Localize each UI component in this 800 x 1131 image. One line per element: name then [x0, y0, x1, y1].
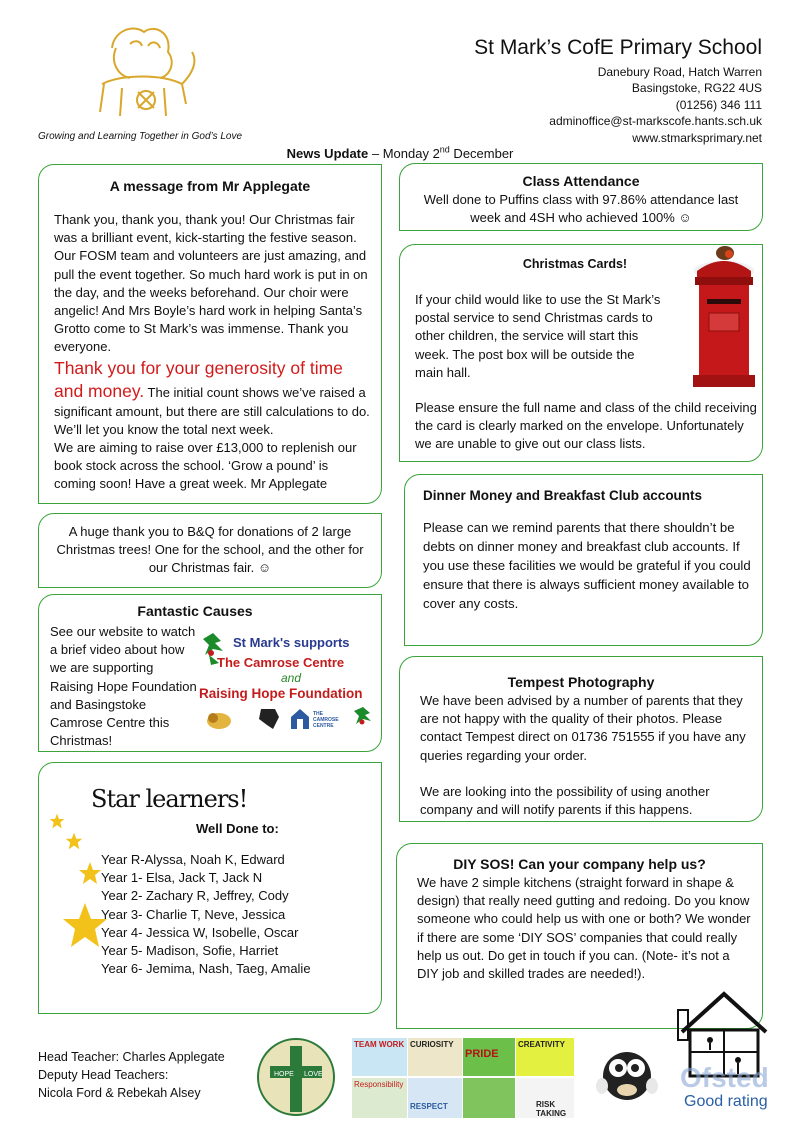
holly-small-icon — [353, 705, 373, 731]
applegate-title: A message from Mr Applegate — [109, 178, 311, 194]
badge-hope: HOPE — [274, 1071, 294, 1078]
dinner-title: Dinner Money and Breakfast Club accounts — [423, 488, 703, 503]
deputy-label: Deputy Head Teachers: — [38, 1068, 169, 1082]
ofsted-text: Ofsted — [680, 1062, 769, 1093]
value-image — [463, 1078, 515, 1118]
tempest-para1: We have been advised by a number of parents that they are not happy with the quality of their photos. Please contact Tempest direct on 01736 751555 if you have any queries regarding your order. — [420, 693, 746, 763]
dinner-text: Please can we remind parents that there shouldn’t be debts on dinner money and breakfast club accounts. If you use these facilities we would be grateful if you could ensure that there is always sufficient money available to cover any costs. — [423, 520, 751, 611]
value-pride: PRIDE — [463, 1038, 515, 1076]
bq-thanks-box — [38, 513, 382, 588]
value-curiosity: CURIOSITY — [408, 1038, 462, 1076]
website-link[interactable]: www.stmarksprimary.net — [632, 130, 762, 145]
ofsted-rating: Good rating — [684, 1093, 768, 1110]
cards-title: Christmas Cards! — [522, 257, 628, 271]
star-learner-item: Year 3- Charlie T, Neve, Jessica — [101, 906, 286, 922]
star-learner-item: Year R-Alyssa, Noah K, Edward — [101, 852, 285, 867]
logo-line2: The Camrose Centre — [217, 655, 345, 670]
star-icon — [78, 861, 102, 890]
star-learners-subheading: Well Done to: — [196, 821, 279, 836]
star-icon — [49, 813, 65, 834]
applegate-message-box — [38, 164, 382, 504]
tempest-box — [399, 656, 763, 822]
value-teamwork: TEAM WORK — [352, 1038, 407, 1076]
applegate-highlight: Thank you for your generosity of time and money. — [54, 357, 343, 401]
applegate-para3: We are aiming to raise over £13,000 to replenish our book stock across the school. ‘Grow a pound’ is coming soon! Have a great week. Mr Applegate — [54, 440, 357, 492]
address-line2: Basingstoke, RG22 4US — [631, 81, 762, 96]
applegate-para1: Thank you, thank you, thank you! Our Christmas fair was a brilliant event, kick-starting the festive season. Our FOSM team and volunteers are just amazing, and pull the event together. So much hard work is put in on the day, and the weeks beforehand. Our choir were angelic! And Mrs Boyle’s hard work in helping Santa’s Grotto come to St Mark’s was immense. Thank you everyone. — [54, 212, 368, 355]
diy-text: We have 2 simple kitchens (straight forward in shape & design) that really need gutting and redoing. Do you know someone who could help us with one or both? We wonder if there are some ‘DIY SOS’ companies that could really help us out. Do get in touch if you can. (Note- it’s not a DIY job and skilled trades are needed!). — [417, 875, 751, 982]
christmas-cards-box — [399, 244, 763, 462]
deputy-names: Nicola Ford & Rebekah Alsey — [38, 1086, 201, 1100]
news-date-sup: nd — [439, 144, 450, 155]
bq-thanks-text: A huge thank you to B&Q for donations of 2 large Christmas trees! One for the school, and the other for our Christmas fair. ☺ — [56, 524, 364, 576]
news-date: – Monday 2 — [368, 146, 440, 161]
star-learners-box — [38, 762, 382, 1014]
school-crest-badge — [256, 1034, 336, 1120]
lion-mini-icon — [205, 709, 233, 731]
star-learners-heading: Star learners! — [91, 785, 248, 813]
cards-para2: Please ensure the full name and class of the child receiving the card is clearly marked on the envelope. Unfortunately we are unable to give out our class lists. — [415, 400, 757, 452]
phone: (01256) 346 111 — [675, 97, 762, 112]
star-learner-item: Year 4- Jessica W, Isobelle, Oscar — [101, 924, 299, 940]
head-teacher: Head Teacher: Charles Applegate — [38, 1050, 225, 1064]
school-values-collage — [352, 1038, 574, 1118]
value-risk-taking: RISK TAKING — [516, 1078, 574, 1118]
star-icon — [61, 901, 109, 954]
fantastic-causes-box — [38, 594, 382, 752]
badge-love: LOVE — [304, 1071, 323, 1078]
school-name: St Mark’s CofE Primary School — [474, 36, 762, 59]
school-contact — [474, 36, 762, 146]
diy-title: DIY SOS! Can your company help us? — [453, 856, 706, 872]
cards-para1: If your child would like to use the St Mark’s postal service to send Christmas cards to other children, the service will start this week. The post box will be outside the main hall. — [415, 292, 661, 380]
mascot-icon — [596, 1046, 658, 1104]
tempest-title: Tempest Photography — [507, 674, 655, 690]
news-label: News Update — [286, 146, 369, 161]
camrose-small-text: THE CAMROSE CENTRE — [313, 711, 339, 729]
school-logo — [82, 18, 202, 130]
africa-icon — [255, 707, 281, 731]
email-link[interactable]: adminoffice@st-markscofe.hants.sch.uk — [549, 114, 762, 129]
attendance-title: Class Attendance — [522, 173, 640, 189]
tempest-para2: We are looking into the possibility of using another company and will notify parents if this happens. — [420, 783, 710, 818]
logo-line4: Raising Hope Foundation — [199, 686, 363, 701]
causes-text: See our website to watch a brief video about how we are supporting Raising Hope Foundation and Basingstoke Camrose Centre this Christmas! — [50, 624, 197, 749]
star-learner-item: Year 5- Madison, Sofie, Harriet — [101, 943, 279, 959]
star-learner-item: Year 2- Zachary R, Jeffrey, Cody — [101, 888, 289, 904]
footer-staff — [38, 1048, 225, 1102]
value-respect: RESPECT — [408, 1078, 462, 1118]
applegate-para2: The initial count shows we’ve raised a significant amount, but there are still calculations to do. We’ll let you know the total next week. — [54, 384, 370, 437]
star-icon — [65, 832, 83, 855]
charity-logo — [197, 631, 377, 741]
ofsted-logo — [676, 990, 776, 1115]
star-learner-item: Year 6- Jemima, Nash, Taeg, Amalie — [101, 961, 311, 977]
applegate-body — [54, 211, 373, 494]
news-update-line — [0, 146, 800, 161]
tagline: Growing and Learning Together in God’s Love — [38, 131, 243, 142]
value-creativity: CREATIVITY — [516, 1038, 574, 1076]
class-attendance-box — [399, 163, 763, 231]
attendance-text: Well done to Puffins class with 97.86% attendance last week and 4SH who achieved 100% ☺ — [423, 192, 739, 226]
star-learners-list — [101, 851, 311, 978]
value-responsibility: Responsibility — [352, 1078, 407, 1118]
news-date-month: December — [449, 146, 514, 161]
post-box-image — [689, 241, 759, 391]
logo-line3: and — [281, 671, 302, 685]
causes-title: Fantastic Causes — [137, 603, 253, 619]
camrose-icon — [289, 707, 349, 733]
dinner-money-box — [404, 474, 763, 646]
star-learner-item: Year 1- Elsa, Jack T, Jack N — [101, 870, 263, 886]
logo-line1: St Mark's supports — [233, 635, 350, 650]
address-line1: Danebury Road, Hatch Warren — [597, 65, 762, 79]
